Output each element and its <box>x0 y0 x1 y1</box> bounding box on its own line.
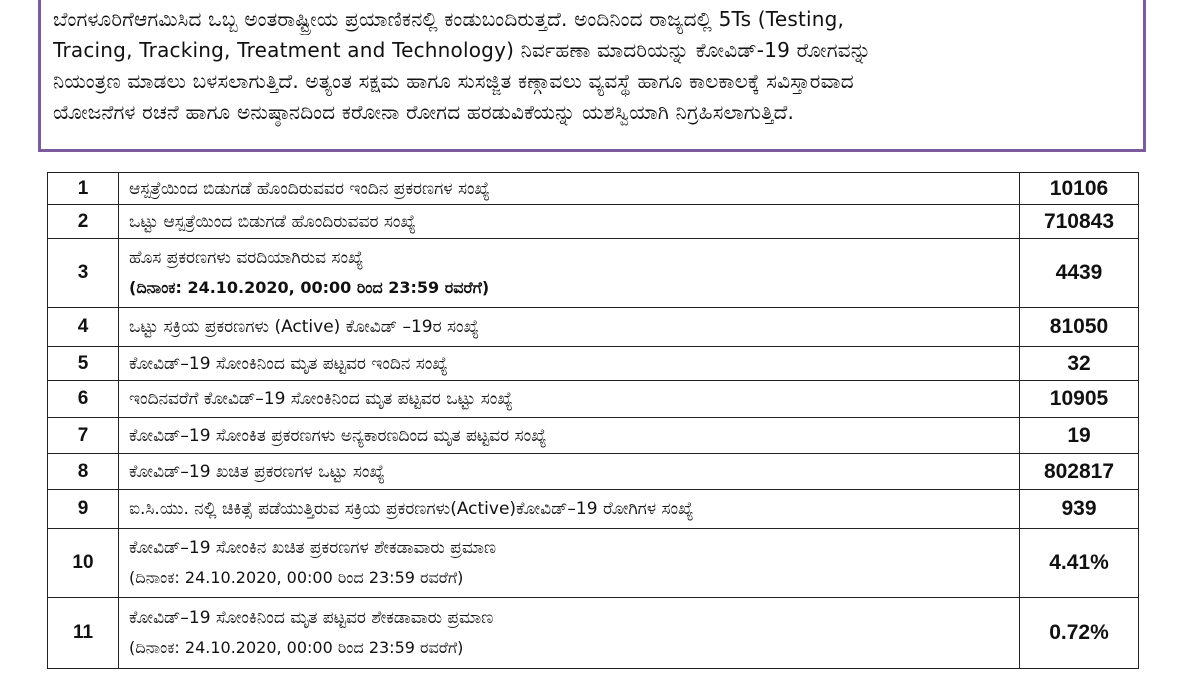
row-description-cell <box>119 239 1020 308</box>
intro-paragraph-box <box>38 0 1146 152</box>
table-row <box>48 490 1139 529</box>
row-number: 3 <box>48 239 119 308</box>
intro-line: Tracing, Tracking, Treatment and Technology) ನಿರ್ವಹಣಾ ಮಾದರಿಯನ್ನು ಕೋವಿಡ್-19 ರೋಗವನ್ನು <box>53 38 872 62</box>
row-number: 10 <box>48 529 119 598</box>
table-row <box>48 205 1139 239</box>
row-description: ಕೋವಿಡ್–19 ಸೋಂಕಿನಿಂದ ಮೃತ ಪಟ್ಟವರ ಶೇಕಡಾವಾರು ಪ್ರಮಾಣ <box>129 608 494 628</box>
row-value: 81050 <box>1020 308 1139 347</box>
table-row <box>48 418 1139 454</box>
row-date-range: (ದಿನಾಂಕ: 24.10.2020, 00:00 ರಿಂದ 23:59 ರವರೆಗೆ) <box>129 638 464 657</box>
row-description: ಇಂದಿನವರೆಗೆ ಕೋವಿಡ್–19 ಸೋಂಕಿನಿಂದ ಮೃತ ಪಟ್ಟವರ ಒಟ್ಟು ಸಂಖ್ಯೆ <box>119 381 1020 418</box>
row-value: 10106 <box>1020 173 1139 205</box>
row-number: 7 <box>48 418 119 454</box>
row-number: 1 <box>48 173 119 205</box>
row-value: 4439 <box>1020 239 1139 308</box>
row-description: ಒಟ್ಟು ಆಸ್ಪತ್ರೆಯಿಂದ ಬಿಡುಗಡೆ ಹೊಂದಿರುವವರ ಸಂಖ್ಯೆ <box>119 205 1020 239</box>
row-value: 4.41% <box>1020 529 1139 598</box>
table-row <box>48 381 1139 418</box>
row-date-range: (ದಿನಾಂಕ: 24.10.2020, 00:00 ರಿಂದ 23:59 ರವರೆಗೆ) <box>129 568 464 587</box>
row-description: ಒಟ್ಟು ಸಕ್ರಿಯ ಪ್ರಕರಣಗಳು (Active) ಕೋವಿಡ್ –19ರ ಸಂಖ್ಯೆ <box>119 308 1020 347</box>
row-value: 710843 <box>1020 205 1139 239</box>
row-date-range: (ದಿನಾಂಕ: 24.10.2020, 00:00 ರಿಂದ 23:59 ರವರೆಗೆ) <box>129 278 490 297</box>
row-number: 6 <box>48 381 119 418</box>
row-description: ಕೋವಿಡ್–19 ಸೋಂಕಿತ ಪ್ರಕರಣಗಳು ಅನ್ಯಕಾರಣದಿಂದ ಮೃತ ಪಟ್ಟವರ ಸಂಖ್ಯೆ <box>119 418 1020 454</box>
row-number: 9 <box>48 490 119 529</box>
table-row <box>48 308 1139 347</box>
table-row <box>48 173 1139 205</box>
table-row <box>48 598 1139 669</box>
row-value: 0.72% <box>1020 598 1139 669</box>
row-description: ಆಸ್ಪತ್ರೆಯಿಂದ ಬಿಡುಗಡೆ ಹೊಂದಿರುವವರ ಇಂದಿನ ಪ್ರಕರಣಗಳ ಸಂಖ್ಯೆ <box>119 173 1020 205</box>
row-description-cell <box>119 598 1020 669</box>
row-number: 5 <box>48 347 119 381</box>
row-value: 32 <box>1020 347 1139 381</box>
row-value: 802817 <box>1020 454 1139 490</box>
intro-line: ಯೋಜನೆಗಳ ರಚನೆ ಹಾಗೂ ಅನುಷ್ಠಾನದಿಂದ ಕರೋನಾ ರೋಗದ ಹರಡುವಿಕೆಯನ್ನು ಯಶಸ್ವಿಯಾಗಿ ನಿಗ್ರಹಿಸಲಾಗುತ್ತಿದೆ. <box>53 100 795 124</box>
row-value: 19 <box>1020 418 1139 454</box>
row-description: ಐ.ಸಿ.ಯು. ನಲ್ಲಿ ಚಿಕಿತ್ಸೆ ಪಡೆಯುತ್ತಿರುವ ಸಕ್ರಿಯ ಪ್ರಕರಣಗಳು(Active)ಕೋವಿಡ್–19 ರೋಗಿಗಳ ಸಂಖ್ಯೆ <box>119 490 1020 529</box>
row-description: ಕೋವಿಡ್–19 ಸೋಂಕಿನ ಖಚಿತ ಪ್ರಕರಣಗಳ ಶೇಕಡಾವಾರು ಪ್ರಮಾಣ <box>129 538 497 558</box>
table-row <box>48 347 1139 381</box>
row-number: 11 <box>48 598 119 669</box>
intro-line: ನಿಯಂತ್ರಣ ಮಾಡಲು ಬಳಸಲಾಗುತ್ತಿದೆ. ಅತ್ಯಂತ ಸಕ್ಷಮ ಹಾಗೂ ಸುಸಜ್ಜಿತ ಕಣ್ಗಾವಲು ವ್ಯವಸ್ಥೆ ಹಾಗೂ ಕಾಲಕಾಲಕ್ಕೆ ಸವಿಸ್ತಾರವಾದ <box>53 69 854 93</box>
covid-stats-table <box>47 172 1139 669</box>
table-row <box>48 239 1139 308</box>
row-description: ಕೋವಿಡ್–19 ಸೋಂಕಿನಿಂದ ಮೃತ ಪಟ್ಟವರ ಇಂದಿನ ಸಂಖ್ಯೆ <box>119 347 1020 381</box>
row-number: 4 <box>48 308 119 347</box>
table-row <box>48 529 1139 598</box>
row-description: ಕೋವಿಡ್–19 ಖಚಿತ ಪ್ರಕರಣಗಳ ಒಟ್ಟು ಸಂಖ್ಯೆ <box>119 454 1020 490</box>
row-description: ಹೊಸ ಪ್ರಕರಣಗಳು ವರದಿಯಾಗಿರುವ ಸಂಖ್ಯೆ <box>129 248 364 268</box>
row-number: 2 <box>48 205 119 239</box>
row-value: 10905 <box>1020 381 1139 418</box>
row-value: 939 <box>1020 490 1139 529</box>
row-number: 8 <box>48 454 119 490</box>
intro-line: ಬೆಂಗಳೂರಿಗೆಆಗಮಿಸಿದ ಒಬ್ಬ ಅಂತರಾಷ್ಟ್ರೀಯ ಪ್ರಯಾಣಿಕನಲ್ಲಿ ಕಂಡುಬಂದಿರುತ್ತದೆ. ಅಂದಿನಿಂದ ರಾಜ್ಯದಲ್ಲಿ 5Ts (Testing, <box>53 7 845 31</box>
table-row <box>48 454 1139 490</box>
row-description-cell <box>119 529 1020 598</box>
